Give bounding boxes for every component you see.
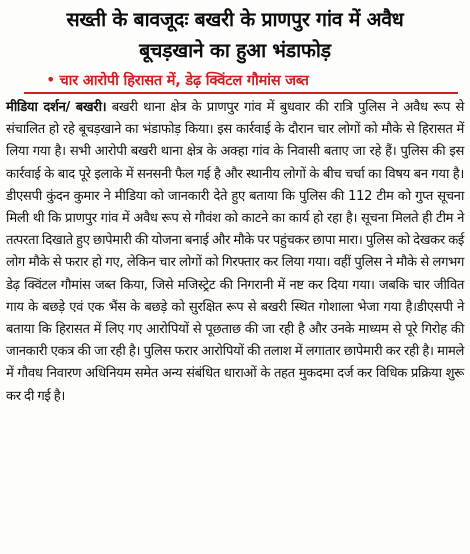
headline-line-2: बूचड़खाने का हुआ भंडाफोड़ (139, 39, 331, 62)
subheading-underline (24, 92, 458, 94)
article-text: बखरी थाना क्षेत्र के प्राणपुर गांव में बुधवार की रात्रि पुलिस ने अवैध रूप से संचालित हो रहे बूचड़खाने का भंडाफोड़ किया। इस कार्रवाई के दौरान चार लोगों को मौके से हिरासत में लिया गया है। सभी आरोपी बखरी थाना क्षेत्र के अक्हा गांव के निवासी बताए जा रहे हैं। पुलिस की इस कार्रवाई के बाद पूरे इलाके में सनसनी फैल गई है और स्थानीय लोगों के बीच चर्चा का विषय बन गया है।डीएसपी कुंदन कुमार ने मीडिया को जानकारी देते हुए बताया कि पुलिस की 112 टीम को गुप्त सूचना मिली थी कि प्राणपुर गांव में अवैध रूप से गौवंश को काटने का कार्य हो रहा है। सूचना मिलते ही टीम ने तत्परता दिखाते हुए छापेमारी की योजना बनाई और मौके पर पहुंचकर छापा मारा। पुलिस को देखकर कई लोग मौके से फरार हो गए, लेकिन चार लोगों को गिरफ्तार कर लिया गया। वहीं पुलिस ने मौके से लगभग डेढ़ क्विंटल गौमांस जब्त किया, जिसे मजिस्ट्रेट की निगरानी में नष्ट कर दिया गया। जबकि चार जीवित गाय के बछड़े एवं एक भैंस के बछड़े को सुरक्षित रूप से बखरी स्थित गोशाला भेजा गया है।डीएसपी ने बताया कि हिरासत में लिए गए आरोपियों से पूछताछ की जा रही है और उनके माध्यम से पूरे गिरोह की जानकारी एकत्र की जा रही है। पुलिस फरार आरोपियों की तलाश में लगातार छापेमारी कर रही है। मामले में गौवध निवारण अधिनियम समेत अन्य संबंधित धाराओं के तहत मुकदमा दर्ज कर विधिक प्रक्रिया शुरू कर दी गई है। (6, 100, 464, 404)
bullet-icon: • (46, 70, 56, 89)
dateline: मीडिया दर्शन/ बखरी। (6, 100, 107, 115)
subheading-row (6, 68, 464, 92)
subheading: चार आरोपी हिरासत में, डेढ़ क्विंटल गौमांस जब्त (59, 73, 309, 89)
headline (6, 4, 464, 66)
headline-line-1: सख्ती के बावजूदः बखरी के प्राणपुर गांव में अवैध (66, 8, 404, 31)
article-body (6, 97, 464, 408)
